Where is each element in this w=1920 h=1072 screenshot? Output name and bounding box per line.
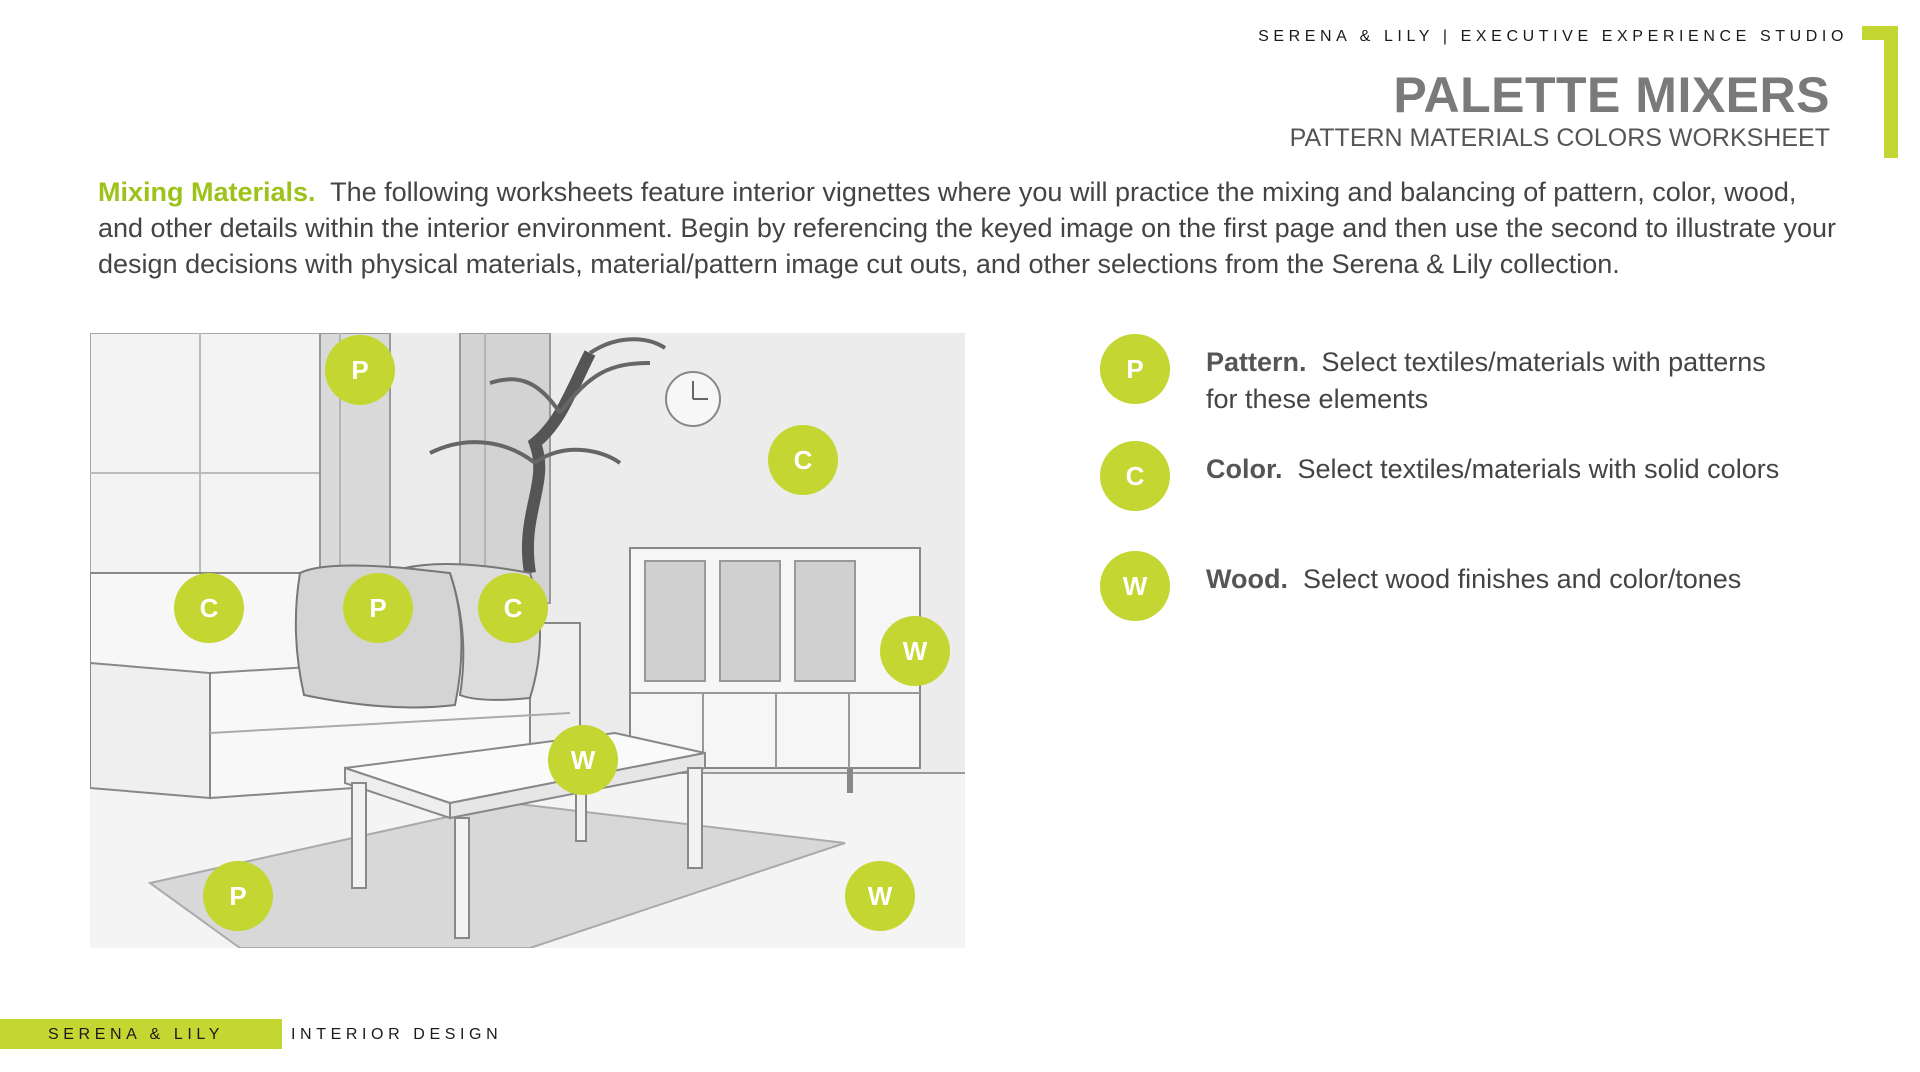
legend-marker-wood: W [1100, 551, 1170, 621]
legend-text-wood [1206, 561, 1786, 598]
legend-desc-pattern: Select textiles/materials with patterns for these elements [1206, 347, 1766, 414]
intro-paragraph [98, 174, 1838, 282]
legend-marker-color: C [1100, 441, 1170, 511]
marker-wood-cabinet: W [880, 616, 950, 686]
legend-text-pattern [1206, 344, 1786, 418]
marker-wood-floor: W [845, 861, 915, 931]
footer-brand: SERENA & LILY [0, 1019, 282, 1049]
legend-desc-color: Select textiles/materials with solid colors [1297, 454, 1780, 484]
legend-text-color [1206, 451, 1786, 488]
accent-bracket [1862, 26, 1898, 158]
intro-lead: Mixing Materials. [98, 177, 316, 207]
legend-term-color: Color. [1206, 454, 1283, 484]
marker-color-pillow: C [478, 573, 548, 643]
marker-color-wall: C [768, 425, 838, 495]
marker-wood-table: W [548, 725, 618, 795]
header-kicker: SERENA & LILY | EXECUTIVE EXPERIENCE STUDIO [1258, 28, 1848, 45]
page-title: PALETTE MIXERS [1393, 67, 1830, 123]
legend-term-pattern: Pattern. [1206, 347, 1307, 377]
intro-body: The following worksheets feature interior vignettes where you will practice the mixing and balancing of pattern, color, wood, and other details within the interior environment. Begin by referencing the keyed image on the first page and then use the second to illustrate your design decisions with physical materials, material/pattern image cut outs, and other selections from the Serena & Lily collection. [98, 177, 1837, 279]
footer-department: INTERIOR DESIGN [291, 1026, 503, 1043]
legend-marker-pattern: P [1100, 334, 1170, 404]
marker-pattern-pillow: P [343, 573, 413, 643]
room-vignette [90, 333, 965, 948]
legend-term-wood: Wood. [1206, 564, 1288, 594]
legend-desc-wood: Select wood finishes and color/tones [1303, 564, 1742, 594]
marker-pattern-rug: P [203, 861, 273, 931]
marker-color-sofa: C [174, 573, 244, 643]
marker-pattern-curtain: P [325, 335, 395, 405]
page-subtitle: PATTERN MATERIALS COLORS WORKSHEET [1289, 124, 1830, 152]
